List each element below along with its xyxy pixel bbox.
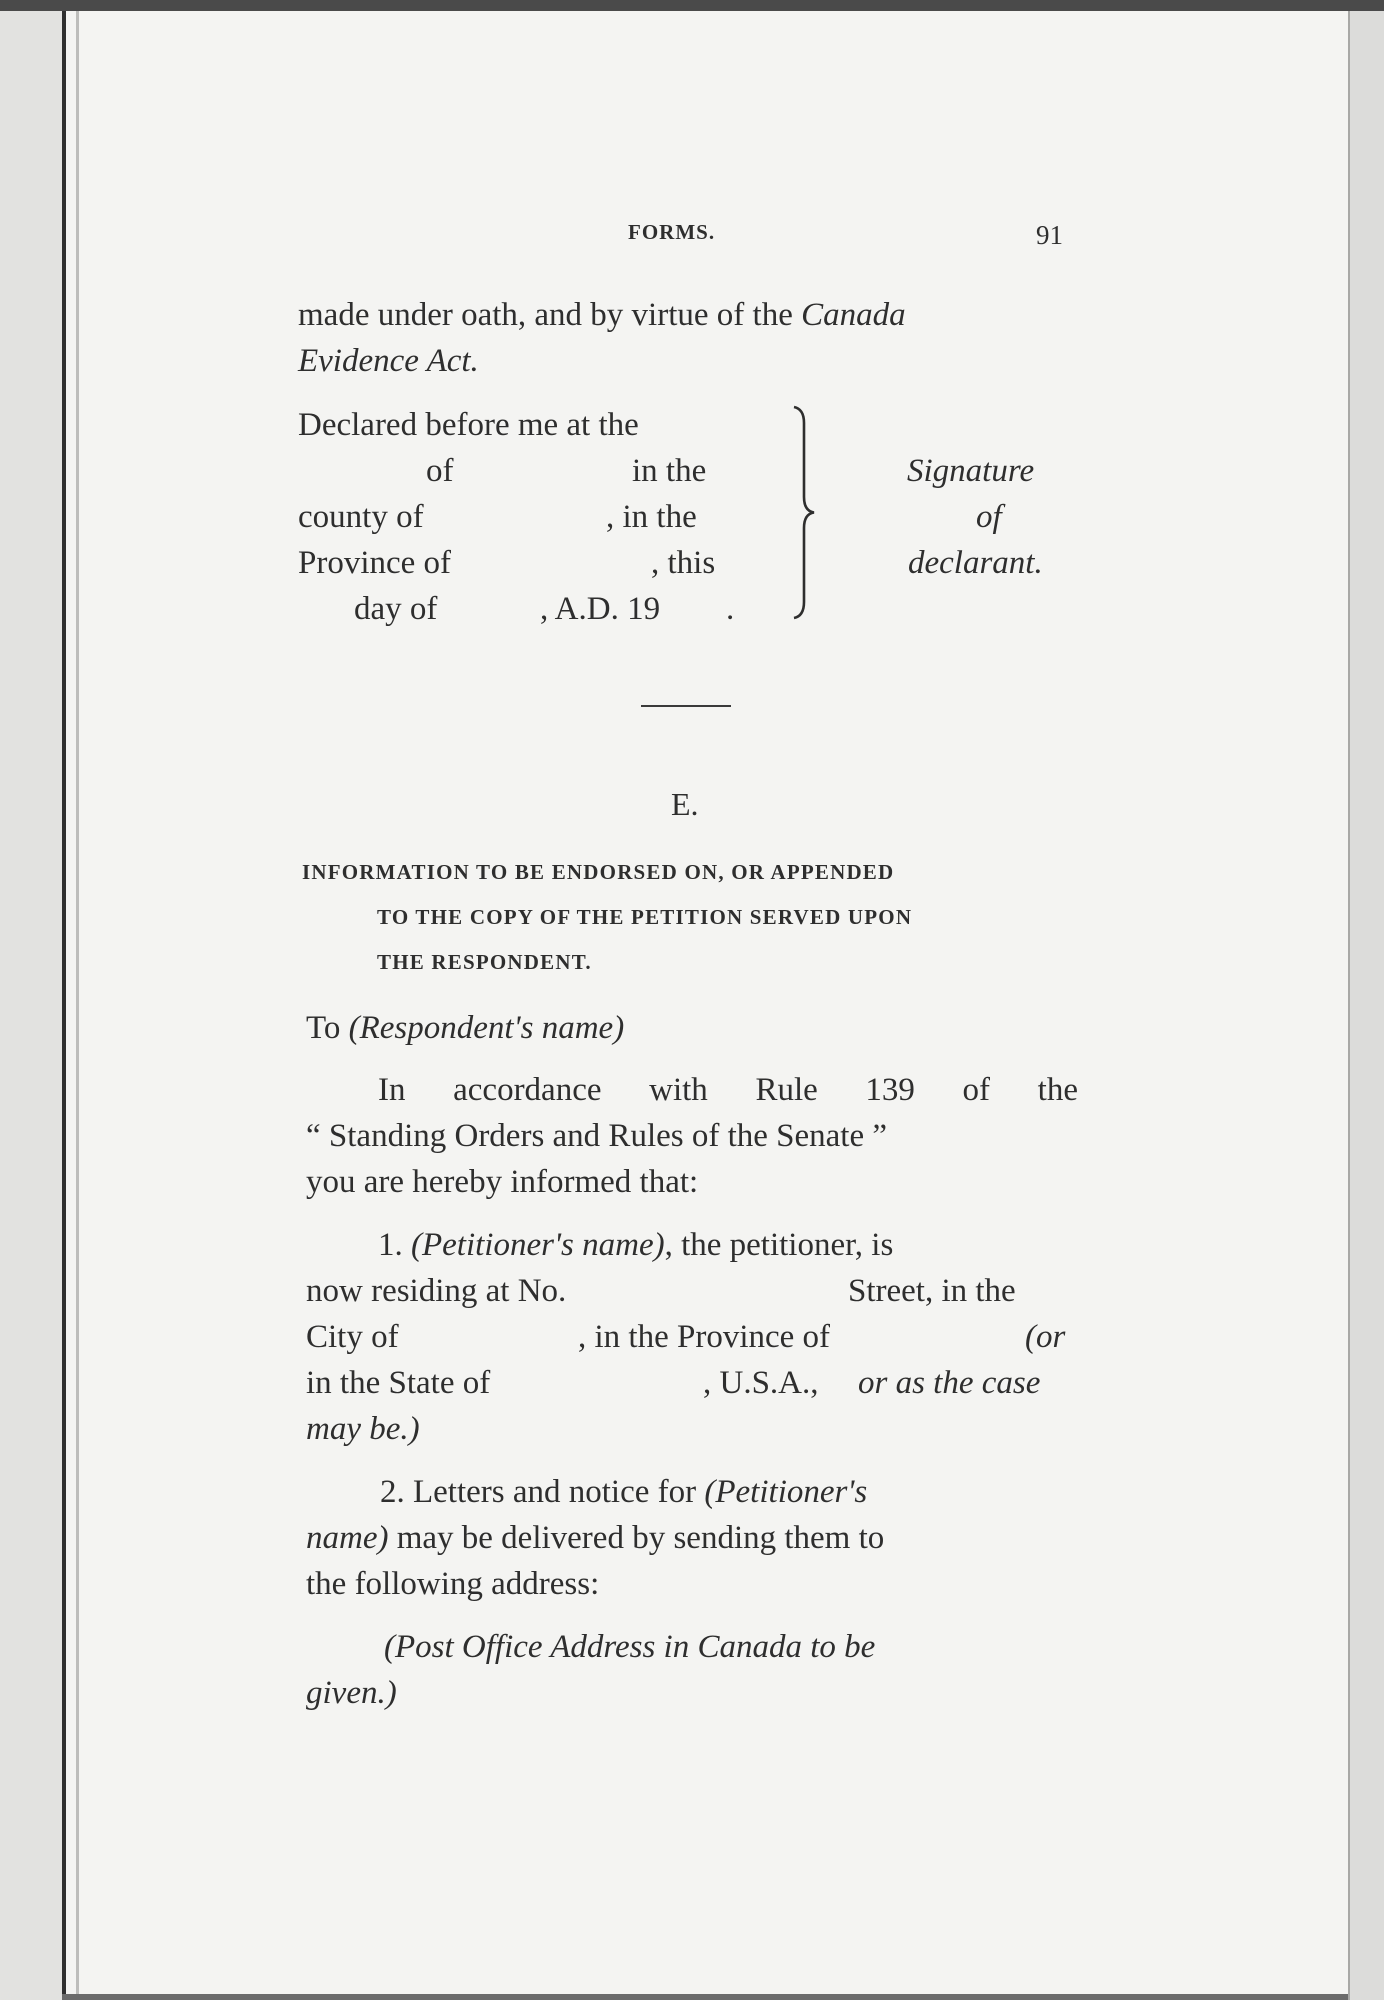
scan-top-edge [0, 0, 1384, 11]
section-divider [641, 705, 731, 707]
scan-page-edge-right [1348, 11, 1350, 2000]
petitioner-name-placeholder: (Petitioner's name) [411, 1227, 665, 1263]
intro-act-name-1: Canada [801, 297, 906, 333]
para2-line-5: may be.) [306, 1411, 420, 1447]
para3-line-1 [380, 1469, 867, 1515]
para1-line-3: you are hereby informed that: [306, 1164, 699, 1200]
section-heading-line-1: INFORMATION TO BE ENDORSED ON, OR APPENDED [302, 860, 895, 884]
declaration-line-2-left: of [426, 453, 454, 489]
scan-shadow-line [76, 11, 79, 2000]
para2-line-2-right: Street, in the [848, 1273, 1016, 1309]
item-number-1: 1. [378, 1227, 411, 1263]
declaration-line-5-right: , A.D. 19 [540, 591, 661, 627]
para2-line-3-mid: , in the Province of [578, 1319, 831, 1355]
para3-line-2-text: may be delivered by sending them to [388, 1520, 885, 1556]
section-heading-line-2: TO THE COPY OF THE PETITION SERVED UPON [377, 905, 913, 929]
para2-line-4-mid: , U.S.A., [703, 1365, 819, 1401]
section-letter: E. [671, 786, 699, 822]
para3-petitioner-placeholder-1: (Petitioner's [704, 1474, 868, 1510]
scan-right-margin [1348, 11, 1384, 2000]
para2-line-1 [378, 1222, 893, 1268]
addressee-placeholder: (Respondent's name) [348, 1010, 625, 1046]
para3-line-3: the following address: [306, 1566, 600, 1602]
brace-icon [790, 405, 830, 620]
para2-line-1-rest: , the petitioner, is [664, 1227, 894, 1263]
para1-line-2: “ Standing Orders and Rules of the Senate ” [306, 1118, 888, 1154]
declaration-line-4-left: Province of [298, 545, 452, 581]
declaration-line-3-right: , in the [606, 499, 697, 535]
para2-line-3-right: (or [1025, 1319, 1066, 1355]
declaration-line-1: Declared before me at the [298, 407, 639, 443]
intro-line-1 [298, 292, 906, 338]
scan-bottom-edge [62, 1994, 1348, 2000]
para4-line-2: given.) [306, 1675, 397, 1711]
declaration-line-5-left: day of [354, 591, 438, 627]
declaration-line-5-end: . [726, 591, 735, 627]
declaration-line-2-right: in the [632, 453, 707, 489]
declaration-line-4-right: , this [651, 545, 716, 581]
addressee-to: To [306, 1010, 349, 1046]
para3-line-2 [306, 1515, 884, 1561]
intro-text: made under oath, and by virtue of the [298, 297, 802, 333]
scan-page-edge-left [62, 11, 66, 2000]
scan-left-margin [0, 11, 62, 2000]
signature-line-3: declarant. [908, 545, 1043, 581]
para1-line-1: In accordance with Rule 139 of the [378, 1072, 1078, 1108]
addressee-line [306, 1005, 624, 1051]
para2-line-2-left: now residing at No. [306, 1273, 567, 1309]
declaration-line-3-left: county of [298, 499, 424, 535]
intro-line-2: Evidence Act. [298, 343, 479, 379]
para2-line-3-left: City of [306, 1319, 399, 1355]
page-number: 91 [1036, 220, 1063, 250]
running-header-title: FORMS. [628, 220, 716, 244]
section-heading-line-3: THE RESPONDENT. [377, 950, 592, 974]
para2-line-4-left: in the State of [306, 1365, 491, 1401]
signature-line-1: Signature [907, 453, 1035, 489]
para3-line-1-text: 2. Letters and notice for [380, 1474, 705, 1510]
para3-petitioner-placeholder-2: name) [306, 1520, 389, 1556]
signature-line-2: of [976, 499, 1002, 535]
para2-line-4-right: or as the case [858, 1365, 1041, 1401]
para4-line-1: (Post Office Address in Canada to be [384, 1629, 876, 1665]
